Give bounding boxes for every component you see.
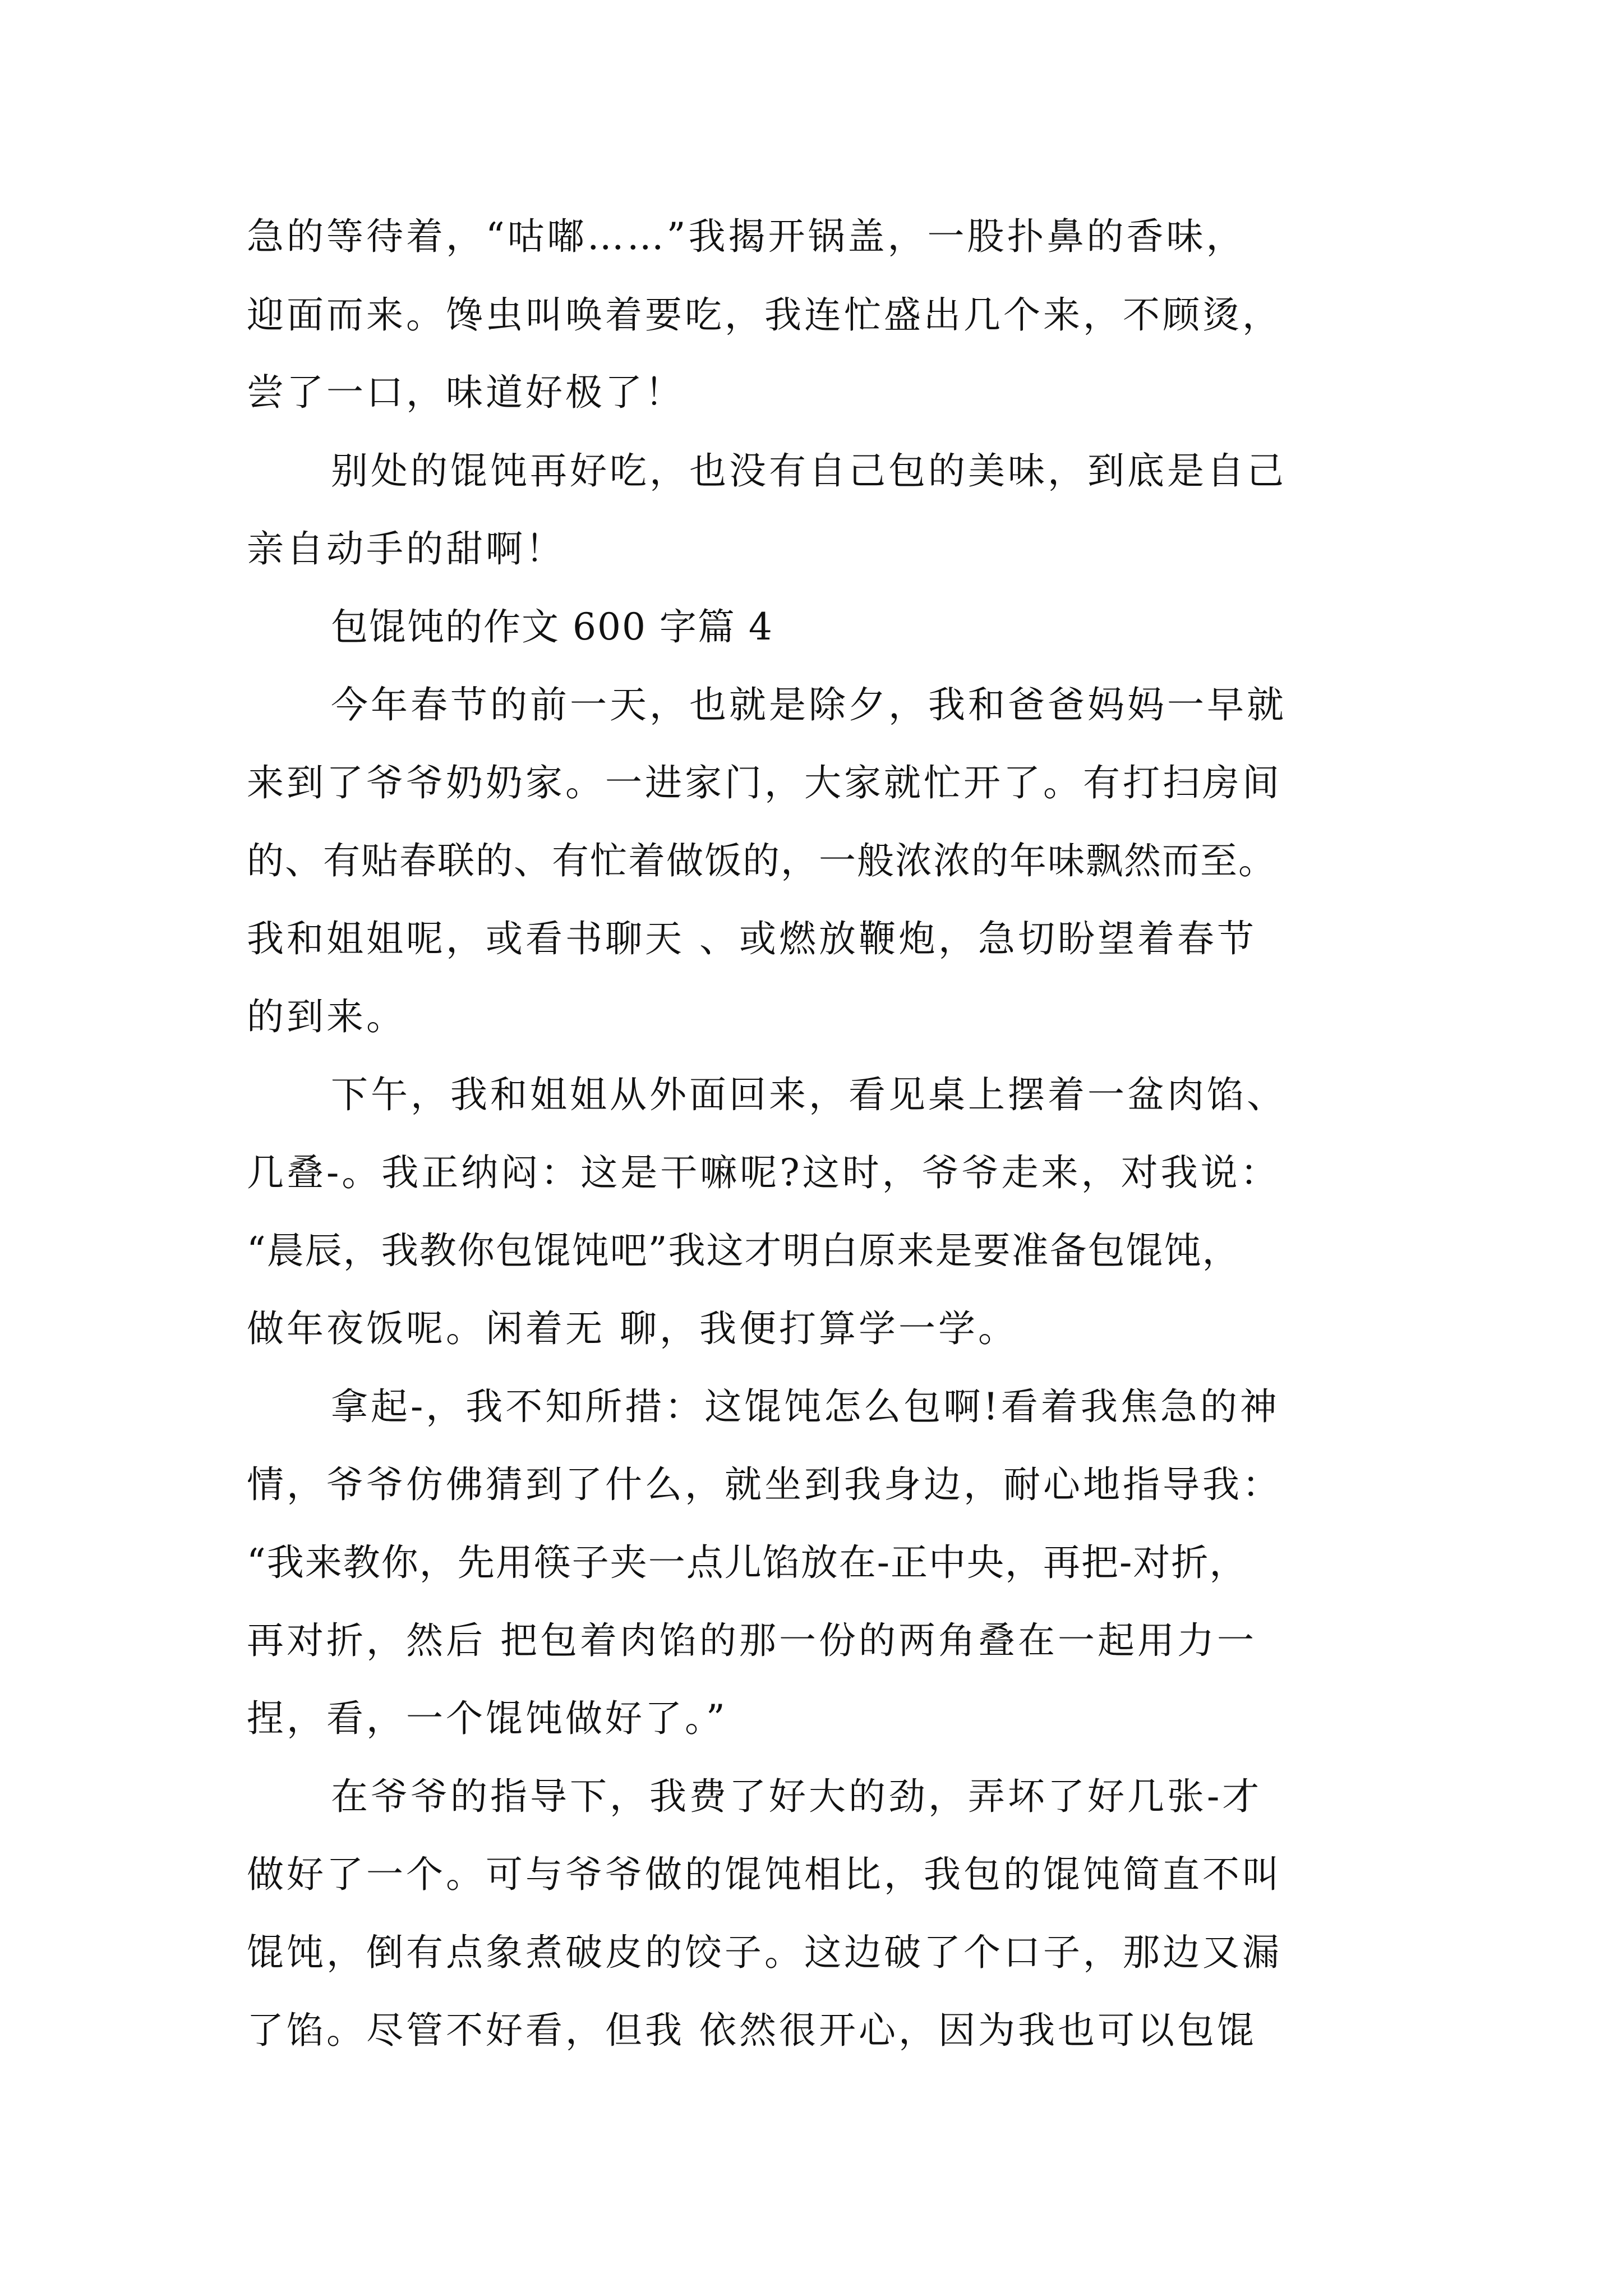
text-line: 做好了一个。可与爷爷做的馄饨相比，我包的馄饨简直不叫: [247, 1853, 1282, 1896]
text-line: 几叠-。我正纳闷：这是干嘛呢?这时，爷爷走来，对我说：: [247, 1151, 1280, 1194]
text-line: 尝了一口，味道好极了！: [247, 371, 685, 414]
paragraph-start-line: 在爷爷的指导下，我费了好大的劲，弄坏了好几张-才: [331, 1775, 1262, 1818]
text-line: 再对折，然后 把包着肉馅的那一份的两角叠在一起用力一: [247, 1619, 1257, 1662]
text-line: 亲自动手的甜啊！: [247, 527, 565, 570]
text-line: 我和姐姐呢，或看书聊天 、或燃放鞭炮，急切盼望着春节: [247, 917, 1257, 960]
text-line: 了馅。尽管不好看，但我 依然很开心，因为我也可以包馄: [247, 2009, 1257, 2052]
text-line: 情，爷爷仿佛猜到了什么，就坐到我身边，耐心地指导我：: [247, 1463, 1282, 1506]
text-line: 来到了爷爷奶奶家。一进家门，大家就忙开了。有打扫房间: [247, 761, 1282, 804]
text-line: “我来教你，先用筷子夹一点儿馅放在-正中央，再把-对折，: [247, 1541, 1248, 1584]
paragraph-start-line: 别处的馄饨再好吃，也没有自己包的美味，到底是自己: [331, 449, 1287, 493]
text-line: “晨辰，我教你包馄饨吧”我这才明白原来是要准备包馄饨，: [247, 1229, 1241, 1272]
text-line: 迎面而来。馋虫叫唤着要吃，我连忙盛出几个来，不顾烫，: [247, 293, 1282, 337]
text-line: 馄饨，倒有点象煮破皮的饺子。这边破了个口子，那边又漏: [247, 1931, 1282, 1974]
text-line: 捏，看，一个馄饨做好了。”: [247, 1697, 728, 1740]
text-line: 的到来。: [247, 995, 406, 1038]
section-heading: 包馄饨的作文 600 字篇 4: [331, 605, 773, 648]
paragraph-start-line: 今年春节的前一天，也就是除夕，我和爸爸妈妈一早就: [331, 683, 1287, 726]
text-line: 的、有贴春联的、有忙着做饭的，一般浓浓的年味飘然而至。: [247, 839, 1276, 882]
paragraph-start-line: 下午，我和姐姐从外面回来，看见桌上摆着一盆肉馅、: [331, 1073, 1287, 1116]
text-line: 急的等待着，“咕嘟……”我揭开锅盖，一股扑鼻的香味，: [247, 215, 1246, 258]
text-line: 做年夜饭呢。闲着无 聊，我便打算学一学。: [247, 1307, 1018, 1350]
paragraph-start-line: 拿起-，我不知所措：这馄饨怎么包啊!看着我焦急的神: [331, 1385, 1280, 1428]
